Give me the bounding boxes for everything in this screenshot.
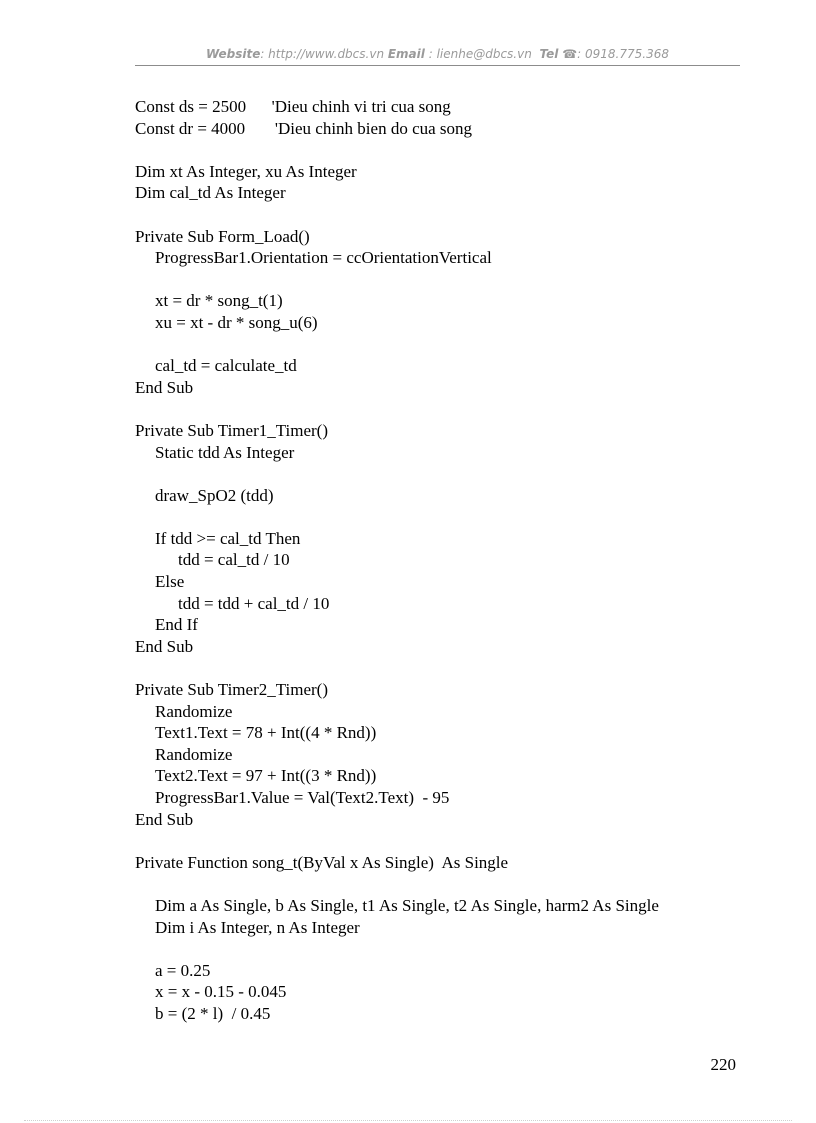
code-line: End Sub bbox=[135, 809, 194, 829]
code-line: Dim xt As Integer, xu As Integer bbox=[135, 161, 357, 181]
website-value: : http://www.dbcs.vn bbox=[260, 47, 388, 61]
blank-line bbox=[135, 398, 745, 420]
code-line: a = 0.25 bbox=[155, 960, 211, 980]
email-value: : lienhe@dbcs.vn bbox=[424, 47, 536, 61]
code-line: Private Function song_t(ByVal x As Single) As Single bbox=[135, 852, 509, 872]
blank-line bbox=[135, 657, 745, 679]
blank-line bbox=[135, 139, 745, 161]
code-line: End Sub bbox=[135, 377, 194, 397]
blank-line bbox=[135, 463, 745, 485]
blank-line bbox=[135, 334, 745, 356]
blank-line bbox=[135, 938, 745, 960]
header-divider bbox=[135, 65, 740, 66]
blank-line bbox=[135, 830, 745, 852]
code-line: x = x - 0.15 - 0.045 bbox=[155, 982, 287, 1002]
email-label: Email bbox=[387, 47, 425, 61]
tel-value: : 0918.775.368 bbox=[577, 47, 669, 61]
code-line: If tdd >= cal_td Then bbox=[155, 528, 301, 548]
code-line: xt = dr * song_t(1) bbox=[155, 291, 283, 311]
code-line: Dim a As Single, b As Single, t1 As Single, t2 As Single, harm2 As Single bbox=[155, 895, 659, 915]
code-line: Dim i As Integer, n As Integer bbox=[155, 917, 360, 937]
code-line: Text1.Text = 78 + Int((4 * Rnd)) bbox=[155, 723, 377, 743]
phone-icon: ☎ bbox=[562, 47, 578, 61]
code-line: End Sub bbox=[135, 636, 194, 656]
code-line: End If bbox=[155, 615, 198, 635]
blank-line bbox=[135, 204, 745, 226]
code-line: draw_SpO2 (tdd) bbox=[155, 485, 274, 505]
code-line: Private Sub Form_Load() bbox=[135, 226, 310, 246]
blank-line bbox=[135, 873, 745, 895]
blank-line bbox=[135, 269, 745, 291]
code-line: Randomize bbox=[155, 701, 233, 721]
footer-divider bbox=[24, 1120, 792, 1121]
page-header bbox=[135, 47, 740, 61]
code-line: b = (2 * l) / 0.45 bbox=[155, 1003, 271, 1023]
code-listing bbox=[135, 96, 745, 1025]
code-line: Else bbox=[155, 572, 185, 592]
code-line: Static tdd As Integer bbox=[155, 442, 295, 462]
code-line: tdd = cal_td / 10 bbox=[178, 550, 290, 570]
code-line: ProgressBar1.Value = Val(Text2.Text) - 95 bbox=[155, 788, 450, 807]
page-number: 220 bbox=[710, 1055, 736, 1074]
code-line: Const ds = 2500 'Dieu chinh vi tri cua song bbox=[135, 97, 451, 116]
code-line: Private Sub Timer1_Timer() bbox=[135, 420, 329, 440]
code-line: Dim cal_td As Integer bbox=[135, 183, 286, 203]
code-line: cal_td = calculate_td bbox=[155, 356, 297, 376]
code-line: Const dr = 4000 'Dieu chinh bien do cua song bbox=[135, 118, 473, 138]
code-line: Text2.Text = 97 + Int((3 * Rnd)) bbox=[155, 766, 377, 786]
blank-line bbox=[135, 506, 745, 528]
tel-label: Tel bbox=[539, 47, 559, 61]
website-label: Website bbox=[206, 47, 261, 61]
code-line: Randomize bbox=[155, 744, 233, 764]
code-line: Private Sub Timer2_Timer() bbox=[135, 680, 329, 700]
code-line: tdd = tdd + cal_td / 10 bbox=[178, 593, 330, 613]
code-line: ProgressBar1.Orientation = ccOrientationVertical bbox=[155, 248, 492, 268]
code-line: xu = xt - dr * song_u(6) bbox=[155, 312, 318, 332]
